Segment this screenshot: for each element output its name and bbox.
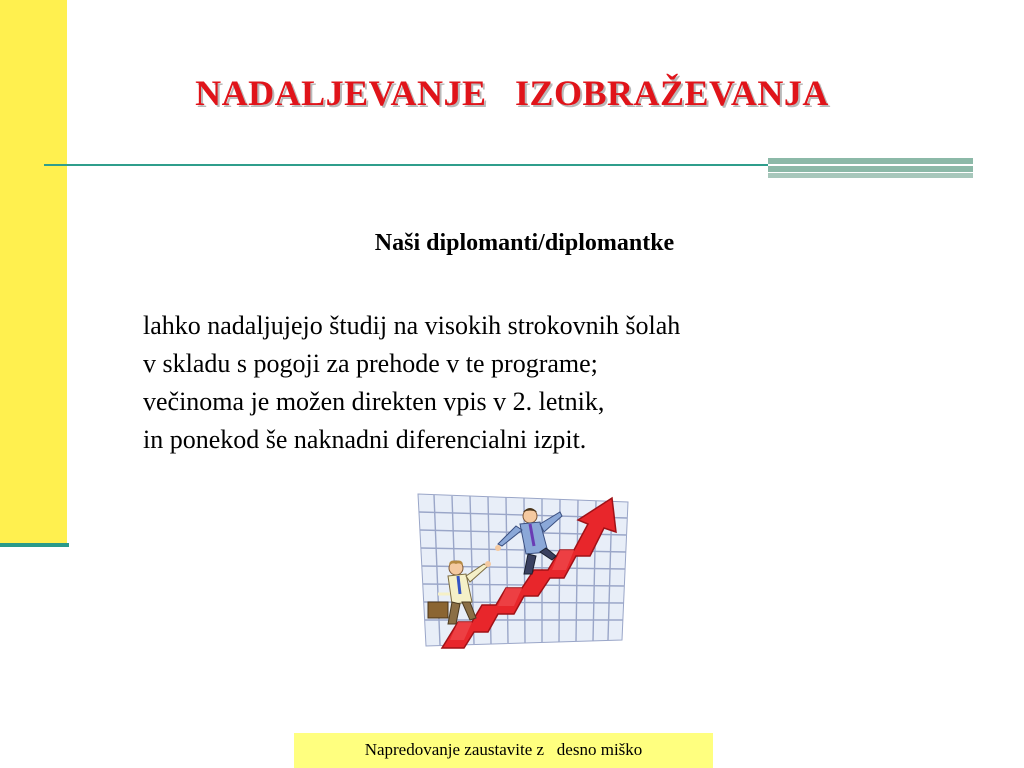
footer-hint: Napredovanje zaustavite z desno miško xyxy=(294,733,713,768)
slide-subtitle: Naši diplomanti/diplomantke xyxy=(374,230,675,256)
body-line: in ponekod še naknadni diferencialni izpit. xyxy=(143,425,587,454)
left-band-accent-line xyxy=(0,543,69,547)
title-divider-line xyxy=(44,164,774,166)
body-line: večinoma je možen direkten vpis v 2. letnik, xyxy=(143,387,605,416)
slide-body xyxy=(143,307,903,459)
slide-title: NADALJEVANJE IZOBRAŽEVANJA xyxy=(195,73,829,113)
career-growth-clipart xyxy=(412,490,634,650)
body-line: lahko nadaljujejo študij na visokih strokovnih šolah xyxy=(143,311,681,340)
body-line: v skladu s pogoji za prehode v te programe; xyxy=(143,349,598,378)
title-divider-bar xyxy=(768,158,973,178)
